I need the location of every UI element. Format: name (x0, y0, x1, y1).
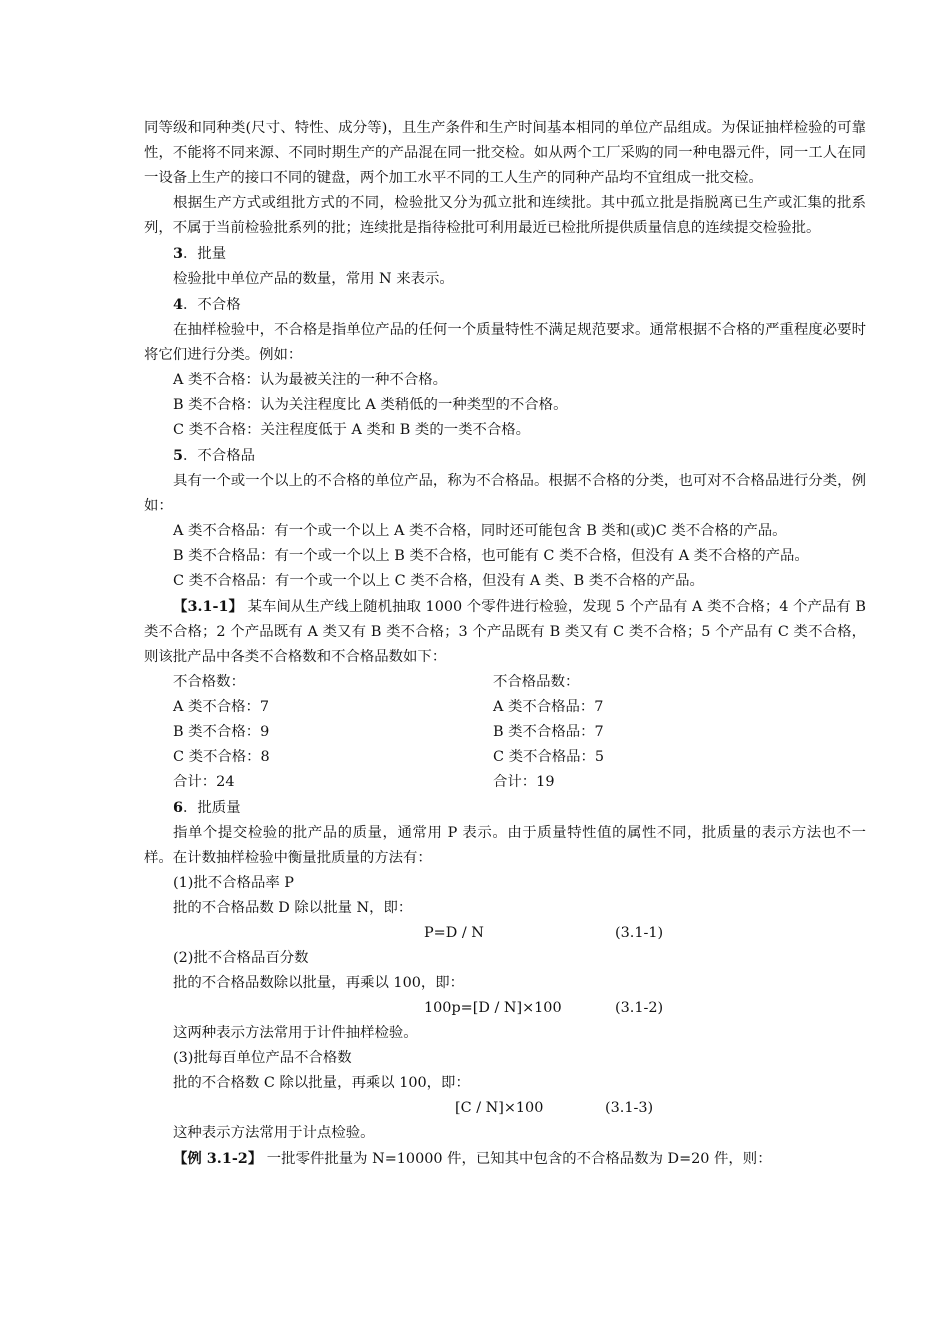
class-b-nonconformity: B 类不合格：认为关注程度比 A 类稍低的一种类型的不合格。 (173, 397, 568, 413)
left-col-line: B 类不合格：9 (173, 724, 270, 740)
left-col-line: C 类不合格：8 (173, 749, 270, 765)
subsection-3-text: 批的不合格数 C 除以批量，再乘以 100，即： (173, 1075, 470, 1091)
class-a-nonconforming-item: A 类不合格品：有一个或一个以上 A 类不合格，同时还可能包含 B 类和(或)C 类不合格的产品。 (173, 523, 787, 539)
right-col-line: 不合格品数： (493, 674, 580, 690)
subsection-2-note: 这两种表示方法常用于计件抽样检验。 (173, 1025, 418, 1041)
example-results-columns (144, 670, 866, 795)
section-6-text: 指单个提交检验的批产品的质量，通常用 P 表示。由于质量特性值的属性不同，批质量的表示方法也不一样。在计数抽样检验中衡量批质量的方法有： (144, 825, 866, 866)
class-c-nonconforming-item: C 类不合格品：有一个或一个以上 C 类不合格，但没有 A 类、B 类不合格的产品。 (173, 573, 704, 589)
right-col-line: C 类不合格品：5 (493, 749, 605, 765)
equation-formula: P=D / N (424, 925, 484, 941)
equation-formula: [C / N]×100 (455, 1100, 544, 1116)
equation-formula: 100p=[D / N]×100 (424, 1000, 562, 1016)
paragraph-lot-types: 根据生产方式或组批方式的不同，检验批又分为孤立批和连续批。其中孤立批是指脱离已生产或汇集的批系列，不属于当前检验批系列的批；连续批是指待检批可利用最近已检批所提供质量信息的连续提交检验批。 (144, 195, 866, 236)
subsection-2-title: (2)批不合格品百分数 (173, 950, 309, 966)
right-col-line: A 类不合格品：7 (493, 699, 604, 715)
equation-number: (3.1-2) (615, 1000, 664, 1016)
subsection-1-title: (1)批不合格品率 P (173, 875, 294, 891)
nonconformity-counts (173, 670, 493, 795)
section-6-heading: 6．批质量 (173, 799, 241, 816)
equation-3-1-1 (144, 921, 866, 946)
example-3-1-2: 【例 3.1-2】 一批零件批量为 N=10000 件，已知其中包含的不合格品数为 D=20 件，则： (173, 1150, 772, 1167)
section-3-text: 检验批中单位产品的数量，常用 N 来表示。 (173, 271, 454, 287)
section-3-heading: 3．批量 (173, 245, 227, 262)
left-col-line: 不合格数： (173, 674, 245, 690)
left-col-line: A 类不合格：7 (173, 699, 270, 715)
class-b-nonconforming-item: B 类不合格品：有一个或一个以上 B 类不合格，也可能有 C 类不合格，但没有 A 类不合格的产品。 (173, 548, 809, 564)
equation-3-1-2 (144, 996, 866, 1021)
section-5-heading: 5．不合格品 (173, 447, 255, 464)
section-4-text: 在抽样检验中，不合格是指单位产品的任何一个质量特性不满足规范要求。通常根据不合格的严重程度必要时将它们进行分类。例如： (144, 322, 866, 363)
equation-3-1-3 (144, 1096, 866, 1121)
class-a-nonconformity: A 类不合格：认为最被关注的一种不合格。 (173, 372, 447, 388)
equation-number: (3.1-3) (605, 1100, 654, 1116)
document-page (144, 116, 866, 1172)
class-c-nonconformity: C 类不合格：关注程度低于 A 类和 B 类的一类不合格。 (173, 422, 531, 438)
section-4-heading: 4．不合格 (173, 296, 241, 313)
equation-number: (3.1-1) (615, 925, 664, 941)
subsection-3-title: (3)批每百单位产品不合格数 (173, 1050, 352, 1066)
right-col-line: 合计：19 (493, 774, 555, 790)
nonconforming-item-counts (493, 670, 853, 795)
subsection-1-text: 批的不合格品数 D 除以批量 N，即： (173, 900, 413, 916)
paragraph-lot-composition: 同等级和同种类(尺寸、特性、成分等)，且生产条件和生产时间基本相同的单位产品组成。为保证抽样检验的可靠性，不能将不同来源、不同时期生产的产品混在同一批交检。如从两个工厂采购的同一种电器元件，同一工人在同一设备上生产的接口不同的键盘，两个加工水平不同的工人生产的同种产品均不宜组成一批交检。 (144, 120, 866, 186)
right-col-line: B 类不合格品：7 (493, 724, 604, 740)
example-3-1-1: 【3.1-1】 某车间从生产线上随机抽取 1000 个零件进行检验，发现 5 个产品有 A 类不合格；4 个产品有 B 类不合格；2 个产品既有 A 类又有 B 类不合格；3 个产品既有 B 类又有 C 类不合格；5 个产品有 C 类不合格，则该批产品中各类不合格数和不合格品数如下： (144, 598, 866, 665)
subsection-3-note: 这种表示方法常用于计点检验。 (173, 1125, 375, 1141)
section-5-text: 具有一个或一个以上的不合格的单位产品，称为不合格品。根据不合格的分类，也可对不合格品进行分类，例如： (144, 473, 866, 514)
subsection-2-text: 批的不合格品数除以批量，再乘以 100，即： (173, 975, 465, 991)
left-col-line: 合计：24 (173, 774, 235, 790)
